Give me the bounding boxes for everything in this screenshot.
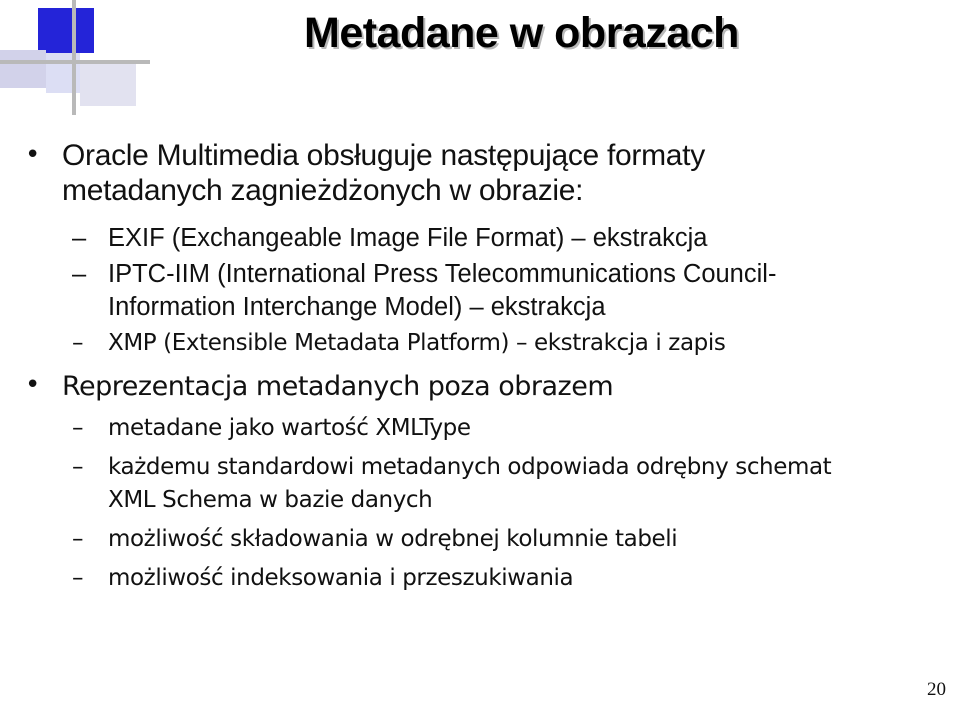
- sub-item: [0, 523, 960, 556]
- sub-item-text: XMP (Extensible Metadata Platform) – ekstrakcja i zapis: [108, 330, 726, 356]
- sub-item: [0, 258, 960, 324]
- slide-title: Metadane w obrazach: [304, 9, 739, 57]
- dash-icon: –: [72, 224, 87, 252]
- bullet-text: Oracle Multimedia obsługuje następujące formaty: [62, 139, 705, 172]
- dash-icon: –: [72, 565, 84, 591]
- corner-decoration: [0, 0, 150, 120]
- bullet-item: [0, 368, 960, 404]
- bullet-text: Reprezentacja metadanych poza obrazem: [62, 371, 614, 402]
- sub-item: [0, 222, 960, 255]
- sub-item: [0, 412, 960, 445]
- sub-item: [0, 562, 960, 595]
- sub-item-text: Information Interchange Model) – ekstrakcja: [108, 293, 606, 321]
- sub-item: [0, 327, 960, 360]
- sub-item-text: IPTC-IIM (International Press Telecommunications Council-: [108, 260, 777, 288]
- sub-item-text: każdemu standardowi metadanych odpowiada odrębny schemat: [108, 454, 832, 480]
- page-number: 20: [927, 679, 946, 700]
- sub-item: [0, 451, 960, 517]
- bullet-icon: •: [25, 140, 41, 170]
- dash-icon: –: [72, 330, 84, 356]
- bullet-text: metadanych zagnieżdżonych w obrazie:: [62, 174, 584, 207]
- dash-icon: –: [72, 454, 84, 480]
- dash-icon: –: [72, 260, 87, 288]
- dash-icon: –: [72, 526, 84, 552]
- sub-item-text: możliwość indeksowania i przeszukiwania: [108, 565, 574, 591]
- dash-icon: –: [72, 415, 84, 441]
- sub-item-text: EXIF (Exchangeable Image File Format) – ekstrakcja: [108, 224, 708, 252]
- slide-content: [0, 138, 960, 595]
- sub-item-text: możliwość składowania w odrębnej kolumnie tabeli: [108, 526, 678, 552]
- bullet-icon: •: [25, 370, 41, 400]
- sub-item-text: metadane jako wartość XMLType: [108, 415, 471, 441]
- bullet-item: [0, 138, 960, 208]
- sub-item-text: XML Schema w bazie danych: [108, 487, 433, 513]
